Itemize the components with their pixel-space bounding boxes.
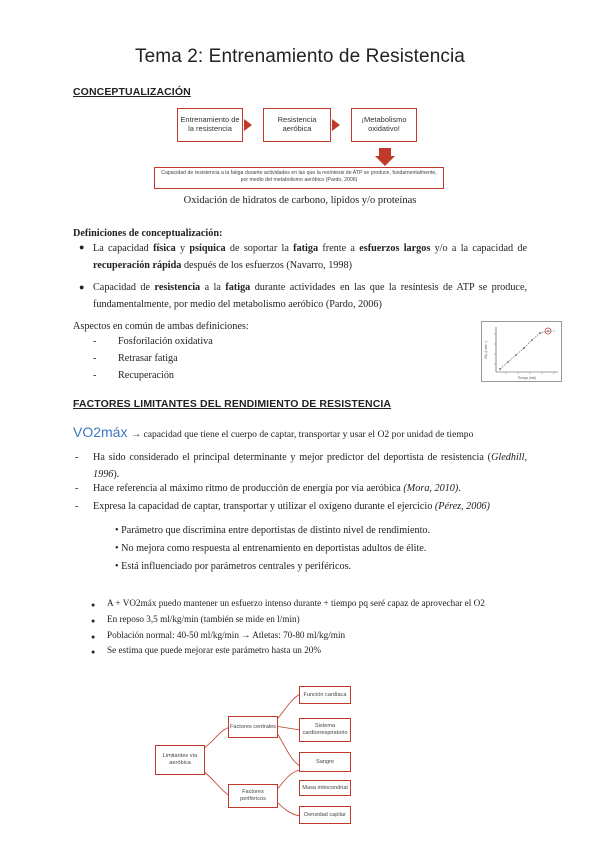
- bullet-icon: ●: [79, 282, 85, 292]
- vo2-graph-image: [481, 321, 562, 382]
- common-item-3: Recuperación: [118, 370, 175, 381]
- sub-bullet-1: • Parámetro que discrimina entre deportistas de distinto nivel de rendimiento.: [115, 525, 431, 536]
- graph-x-label: Tiempo (min): [517, 376, 537, 380]
- dash-item-1: Ha sido considerado el principal determinante y mejor predictor del deportista de resistencia (Gledhill, 1996).: [93, 452, 527, 480]
- arrow-right-icon: [244, 119, 252, 131]
- diagram-item-masa-mitocondrial: Masa mitocondrial: [299, 780, 351, 796]
- diagram-central-factors: Factores centrales: [228, 716, 278, 738]
- vo2max-label: VO2máx: [73, 424, 128, 440]
- dash-icon: -: [75, 452, 79, 463]
- bullet-icon: ●: [79, 242, 85, 252]
- section-heading-factores: FACTORES LIMITANTES DEL RENDIMIENTO DE RESISTENCIA: [73, 398, 392, 410]
- diagram-root: Limitantes vía aeróbica: [155, 745, 205, 775]
- arrow-down-icon: [379, 148, 391, 156]
- common-item-1: Fosforilación oxidativa: [118, 336, 213, 347]
- common-item-2: Retrasar fatiga: [118, 353, 178, 364]
- fact-4: Se estima que puede mejorar este parámetro hasta un 20%: [107, 645, 322, 655]
- diagram-item-sangre: Sangre: [299, 752, 351, 772]
- dash-item-2: Hace referencia al máximo ritmo de producción de energía por vía aeróbica (Mora, 2010).: [93, 483, 461, 494]
- vo2max-text: → capacidad que tiene el cuerpo de captar, transportar y usar el O2 por unidad de tiempo: [131, 429, 474, 440]
- bullet-icon: ●: [91, 601, 96, 609]
- dash-item-3: Expresa la capacidad de captar, transportar y utilizar el oxígeno durante el ejercicio (Pérez, 2006): [93, 501, 490, 512]
- sub-bullet-2: • No mejora como respuesta al entrenamiento en deportistas adultos de élite.: [115, 543, 427, 554]
- sub-bullet-3: • Está influenciado por parámetros centrales y periféricos.: [115, 561, 352, 572]
- diagram-item-densidad-capilar: Densidad capilar: [299, 806, 351, 824]
- common-item-dash: -: [93, 336, 97, 347]
- diagram-peripheral-factors: Factores periféricos: [228, 784, 278, 808]
- common-item-dash: -: [93, 353, 97, 364]
- dash-icon: -: [75, 483, 79, 494]
- flow-box-metabolismo-oxidativo: ¡Metabolismo oxidativo!: [351, 108, 417, 142]
- diagram-item-funcion-cardiaca: Función cardíaca: [299, 686, 351, 704]
- definition-2: Capacidad de resistencia a la fatiga durante actividades en las que la resíntesis de ATP se produce, fundamentalmente, por medio del metabolismo aeróbico (Pardo, 2006): [93, 282, 528, 310]
- common-aspects-heading: Aspectos en común de ambas definiciones:: [73, 321, 249, 332]
- dash-icon: -: [75, 501, 79, 512]
- bullet-icon: ●: [91, 617, 96, 625]
- concept-flow-diagram: [150, 104, 450, 194]
- fact-1: A + VO2máx puedo mantener un esfuerzo intenso durante + tiempo pq seré capaz de aprovechar el O2: [107, 598, 485, 608]
- limiting-factors-diagram: [150, 680, 360, 830]
- fact-3: Población normal: 40-50 ml/kg/min → Atletas: 70-80 ml/kg/min: [107, 630, 346, 640]
- bullet-icon: ●: [91, 648, 96, 656]
- diagram-item-sistema: Sistema cardiorrespiratorio: [299, 718, 351, 742]
- fact-2: En reposo 3,5 ml/kg/min (también se mide en l/min): [107, 614, 300, 624]
- common-item-dash: -: [93, 370, 97, 381]
- section-heading-conceptualizacion: CONCEPTUALIZACIÓN: [73, 86, 191, 98]
- graph-y-label: VO₂ (l·min⁻¹): [484, 340, 488, 360]
- flow-box-resistencia-aerobica: Resistencia aeróbica: [263, 108, 331, 142]
- flow-box-entrenamiento: Entrenamiento de la resistencia: [177, 108, 243, 142]
- page-title: Tema 2: Entrenamiento de Resistencia: [135, 46, 465, 67]
- definitions-heading: Definiciones de conceptualización:: [73, 228, 223, 239]
- vo2max-definition: [73, 424, 473, 442]
- arrow-down-icon-head: [375, 156, 395, 166]
- flow-definition-box: Capacidad de resistencia a la fatiga durante actividades en las que la resíntesis de ATP se produce, fundamentalmente, por medio del metabolismo aeróbico (Pardo, 2006): [154, 167, 444, 189]
- flow-caption: Oxidación de hidratos de carbono, lípidos y/o proteínas: [183, 195, 417, 206]
- bullet-icon: ●: [91, 633, 96, 641]
- definition-1: La capacidad física y psíquica de soportar la fatiga frente a esfuerzos largos y/o a la capacidad de recuperación rápida después de los esfuerzos (Navarro, 1998): [93, 243, 527, 271]
- arrow-right-icon: [332, 119, 340, 131]
